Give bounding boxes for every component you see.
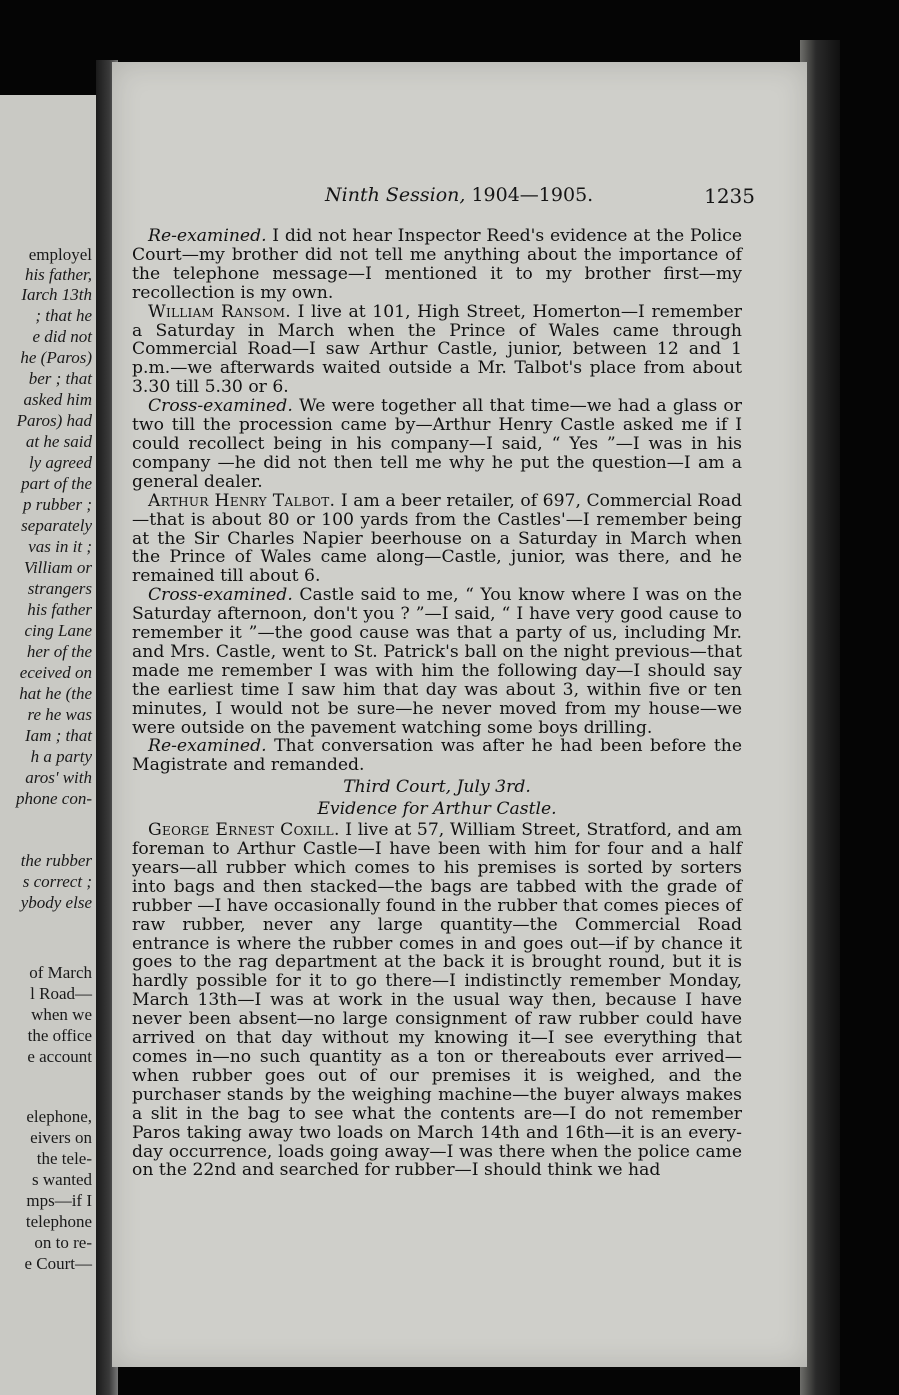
previous-page-line: Iam ; that [24, 726, 92, 745]
previous-page-line: re he was [27, 705, 92, 724]
previous-page-line: e did not [32, 327, 92, 346]
section-heading-evidence: Evidence for Arthur Castle. [317, 799, 557, 820]
section-heading-court: Third Court, July 3rd. [343, 777, 531, 798]
previous-page-line: of March [29, 963, 92, 982]
previous-page-line: part of the [21, 474, 92, 493]
previous-page-line: cing Lane [24, 621, 92, 640]
book-page [112, 62, 807, 1367]
paragraph-cross-examined-1: Cross-examined. We were together all that time—we had a glass or two till the procession came by—Arthur Henry Castle asked me if I could recollect being in his company—I said, “ Yes ”—I was in his company —he did not then tell me why he put the question—I am a general dealer. [132, 396, 742, 492]
previous-page-line: he (Paros) [20, 348, 92, 367]
page-number: 1235 [704, 184, 755, 208]
previous-page-line: Iarch 13th [21, 285, 92, 304]
paragraph-cross-examined-2: Cross-examined. Castle said to me, “ You know where I was on the Saturday afternoon, don't you ? ”—I said, “ I have very good cause to remember it ”—the good cause was that a party of us, including Mr. and Mrs. Castle, went to St. Patrick's ball on the night previous—that made me remember I was with him the following day—I should say the earliest time I saw him that day was about 3, within five or ten minutes, I would not be sure—he never moved from my house—we were outside on the pavement watching some boys drilling. [132, 585, 742, 738]
previous-page-line: the tele- [36, 1149, 92, 1168]
paragraph-re-examined-2: Re-examined. That conversation was after he had been before the Magistrate and remanded. [132, 736, 742, 776]
previous-page-line: Villiam or [23, 558, 92, 577]
previous-page-line: e Court— [24, 1254, 92, 1273]
previous-page-line: employel [28, 245, 92, 264]
previous-page-line: ber ; that [28, 369, 92, 388]
previous-page-line: s wanted [32, 1170, 92, 1189]
previous-page-line: ybody else [20, 893, 92, 912]
previous-page-line: telephone [25, 1212, 92, 1231]
previous-page-line: p rubber ; [23, 495, 92, 514]
previous-page-line: mps—if I [26, 1191, 92, 1210]
previous-page-line: separately [21, 516, 92, 535]
previous-page-line: h a party [30, 747, 92, 766]
previous-page-line: elephone, [26, 1107, 92, 1126]
paragraph-william-ransom: William Ransom. I live at 101, High Street, Homerton—I remember a Saturday in March when the Prince of Wales came through Commercial Road—I saw Arthur Castle, junior, between 12 and 1 p.m.—we afterwards waited outside a Mr. Talbot's place from about 3.30 till 5.30 or 6. [132, 301, 742, 398]
previous-page-line: on to re- [34, 1233, 92, 1252]
previous-page-line: phone con- [15, 789, 92, 808]
previous-page-line: his father [27, 600, 92, 619]
previous-page-line: aros' with [25, 768, 92, 787]
paragraph-george-ernest-coxill: George Ernest Coxill. I live at 57, William Street, Stratford, and am foreman to Arthur Castle—I have been with him for four and a half years—all rubber which comes to his premises is sorted by sorters into bags and then stacked—the bags are tabbed with the grade of rubber —I have occasionally found in the rubber that comes pieces of raw rubber, never any large quantity—the Commercial Road entrance is where the rubber comes in and goes out—if by chance it goes to the rag department at the back it is brought round, but it is hardly possible for it to go there—I indistinctly remember Monday, March 13th—I was at work in the usual way then, because I have never been absent—no large consignment of raw rubber could have arrived on that day without my knowing it—I see everything that comes in—no such quantity as a ton or thereabouts ever arrived—when rubber goes out of our premises it is weighed, and the purchaser stands by the weighing machine—the buyer always makes a slit in the bag to see what the contents are—I do not remember Paros taking away two loads on March 14th and 16th—it is an every-day occurrence, loads going away—I was there when the police came on the 22nd and searched for rubber—I should think we had [132, 820, 742, 1181]
previous-page-line: ; that he [35, 306, 92, 325]
previous-page-line: strangers [27, 579, 92, 598]
previous-page-line: s correct ; [22, 872, 92, 891]
previous-page-line: eceived on [19, 663, 92, 682]
page-body [132, 227, 742, 1180]
running-head-title: Ninth Session, 1904—1905. [325, 184, 594, 206]
previous-page-line: eivers on [30, 1128, 92, 1147]
previous-page-line: her of the [26, 642, 92, 661]
previous-page-line: Paros) had [16, 411, 92, 430]
previous-page-line: vas in it ; [28, 537, 92, 556]
previous-page-line: asked him [23, 390, 92, 409]
previous-page-line: ly agreed [28, 453, 92, 472]
previous-page-line: at he said [25, 432, 92, 451]
paragraph-arthur-henry-talbot: Arthur Henry Talbot. I am a beer retailer, of 697, Commercial Road—that is about 80 or 100 yards from the Castles'—I remember being at the Sir Charles Napier beerhouse on a Saturday in March when the Prince of Wales came along—Castle, junior, was there, and he remained till about 6. [132, 490, 742, 587]
previous-page-line: the office [27, 1026, 92, 1045]
previous-page-line: l Road— [30, 984, 92, 1003]
previous-page-line: the rubber [20, 851, 92, 870]
previous-page-line: his father, [24, 265, 92, 284]
previous-page-line: hat he (the [19, 684, 92, 703]
paragraph-re-examined-1: Re-examined. I did not hear Inspector Reed's evidence at the Police Court—my brother did not tell me anything about the importance of the telephone message—I mentioned it to my brother first—my recollection is my own. [132, 226, 742, 303]
previous-page-fragment [0, 95, 96, 1395]
previous-page-line: when we [31, 1005, 92, 1024]
previous-page-line: e account [27, 1047, 92, 1066]
running-header [112, 184, 807, 214]
